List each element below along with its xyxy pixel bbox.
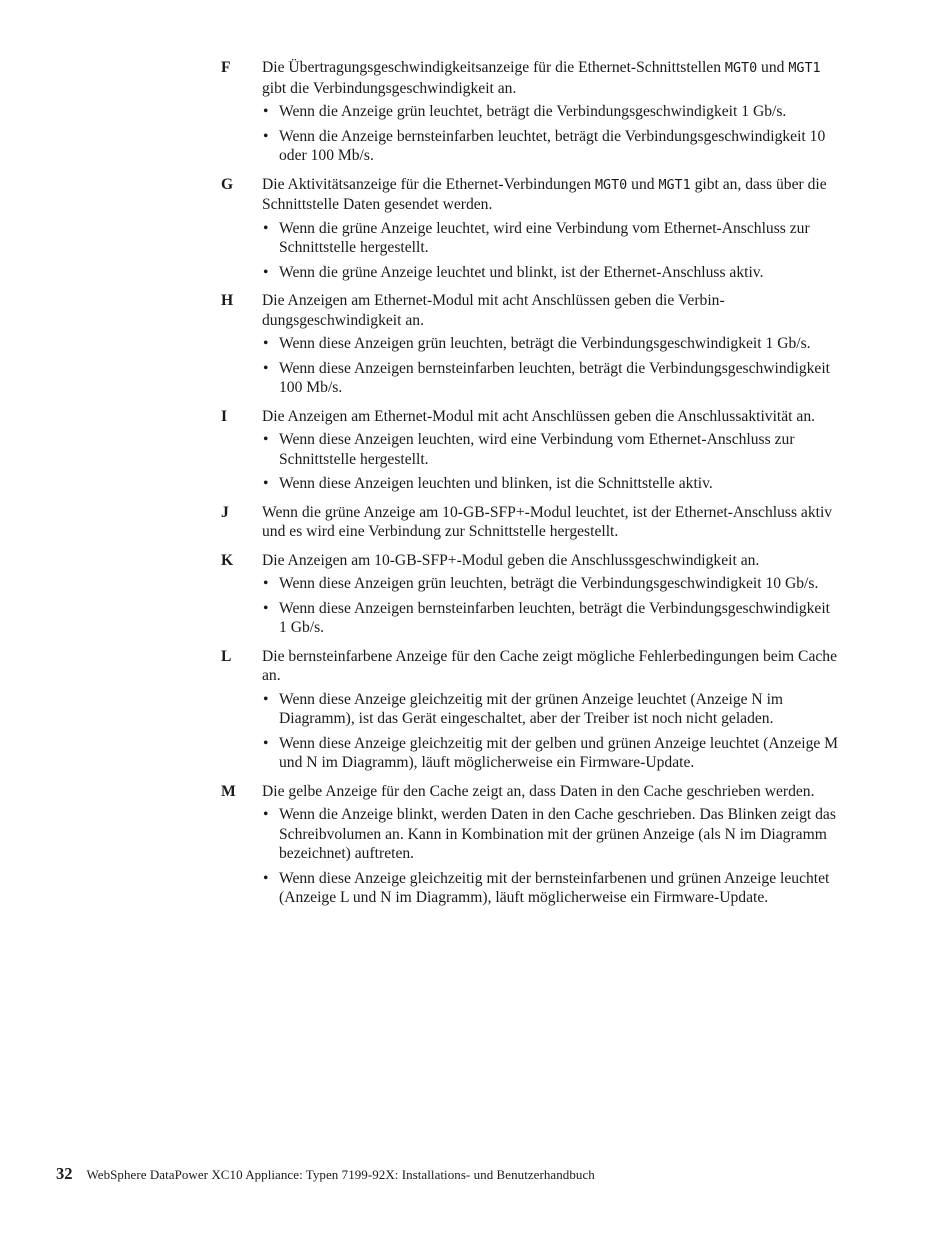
bullet-item: • Wenn diese Anzeigen leuchten und blinken, ist die Schnittstelle aktiv. xyxy=(262,474,841,494)
bullet-item: • Wenn diese Anzeige gleichzeitig mit der grünen Anzeige leuchtet (Anzeige N im Diagramm), ist das Gerät eingeschaltet, aber der Treiber ist noch nicht geladen. xyxy=(262,690,841,729)
bullet-item: • Wenn diese Anzeigen grün leuchten, beträgt die Verbindungsgeschwindigkeit 10 Gb/s. xyxy=(262,574,841,594)
bullet-item: • Wenn diese Anzeigen grün leuchten, beträgt die Verbindungsgeschwindigkeit 1 Gb/s. xyxy=(262,334,841,354)
entry-body xyxy=(262,551,841,638)
entry-body xyxy=(262,647,841,773)
description-text: Die Aktivitätsanzeige für die Ethernet-Verbindungen xyxy=(262,175,595,193)
bullet-list xyxy=(262,219,841,283)
entry-body xyxy=(262,407,841,494)
entry-key: F xyxy=(221,59,231,76)
legend-entry-k xyxy=(221,551,841,638)
page-footer xyxy=(56,1164,595,1184)
document-body xyxy=(221,58,841,917)
description-text: Die Anzeigen am 10-GB-SFP+-Modul geben die Anschlussgeschwindigkeit an. xyxy=(262,551,760,569)
description-text: gibt die Verbindungsgeschwindigkeit an. xyxy=(262,79,517,97)
description-text: Die bernsteinfarbene Anzeige für den Cache zeigt mögliche Fehlerbedingungen beim Cache an. xyxy=(262,647,838,684)
bullet-item: • Wenn diese Anzeige gleichzeitig mit der bernsteinfarbenen und grünen Anzeige leuchtet (Anzeige L und N im Diagramm), läuft möglicherweise ein Firmware-Update. xyxy=(262,869,841,908)
bullet-item: • Wenn die grüne Anzeige leuchtet und blinkt, ist der Ethernet-Anschluss aktiv. xyxy=(262,263,841,283)
entry-key: H xyxy=(221,292,234,309)
description-text: gibt an, dass über die Schnittstelle Daten gesendet werden. xyxy=(262,175,827,213)
bullet-item: • Wenn die Anzeige blinkt, werden Daten in den Cache geschrieben. Das Blinken zeigt das Schreibvolumen an. Kann in Kombination mit der grünen Anzeige (als N im Diagramm bezeichnet) auftreten. xyxy=(262,805,841,864)
page-number: 32 xyxy=(56,1164,73,1183)
description-text: und xyxy=(627,175,659,193)
entry-key: M xyxy=(221,782,236,800)
bullet-list xyxy=(262,574,841,638)
bullet-list xyxy=(262,334,841,398)
entry-description xyxy=(262,407,841,427)
bullet-item: • Wenn die Anzeige grün leuchtet, beträgt die Verbindungsgeschwindigkeit 1 Gb/s. xyxy=(262,102,841,122)
entry-body xyxy=(262,175,841,283)
entry-body xyxy=(262,291,841,398)
interface-code: MGT0 xyxy=(724,61,758,76)
interface-code: MGT1 xyxy=(658,177,691,193)
entry-body xyxy=(262,503,841,542)
entry-description xyxy=(262,782,841,802)
legend-entry-l xyxy=(221,647,841,773)
footer-title: WebSphere DataPower XC10 Appliance: Typen 7199-92X: Installations- und Benutzerhandbuch xyxy=(86,1167,595,1182)
entry-description xyxy=(262,551,841,571)
entry-key: K xyxy=(221,551,234,569)
entry-key: I xyxy=(221,407,228,425)
description-text: Die gelbe Anzeige für den Cache zeigt an, dass Daten in den Cache geschrieben werden. xyxy=(262,782,815,800)
bullet-list xyxy=(262,430,841,494)
entry-body xyxy=(262,58,841,166)
legend-entry-h xyxy=(221,291,841,398)
bullet-list xyxy=(262,102,841,166)
bullet-item: • Wenn diese Anzeige gleichzeitig mit der gelben und grünen Anzeige leuchtet (Anzeige M und N im Diagramm), läuft möglicherweise ein Firmware-Update. xyxy=(262,734,841,773)
entry-description xyxy=(262,647,841,686)
bullet-list xyxy=(262,805,841,908)
description-text: Die Übertragungsgeschwindigkeitsanzeige für die Ethernet-Schnittstellen xyxy=(262,59,725,76)
legend-entry-m xyxy=(221,782,841,908)
bullet-item: • Wenn die grüne Anzeige leuchtet, wird eine Verbindung vom Ethernet-Anschluss zur Schnittstelle hergestellt. xyxy=(262,219,841,258)
description-text: Wenn die grüne Anzeige am 10-GB-SFP+-Modul leuchtet, ist der Ethernet-Anschluss aktiv und es wird eine Verbindung zur Schnittstelle hergestellt. xyxy=(262,503,833,540)
entry-key: J xyxy=(221,503,229,521)
legend-entry-g xyxy=(221,175,841,283)
entry-key: G xyxy=(221,175,234,193)
legend-entry-i xyxy=(221,407,841,494)
description-text: und xyxy=(757,59,789,76)
description-text: Die Anzeigen am Ethernet-Modul mit acht Anschlüssen geben die Anschlussaktivität an. xyxy=(262,407,816,425)
bullet-list xyxy=(262,690,841,773)
entry-description xyxy=(262,503,841,542)
entry-description xyxy=(262,291,841,330)
bullet-item: • Wenn diese Anzeigen bernsteinfarben leuchten, beträgt die Verbindungsgeschwindigkeit 100 Mb/s. xyxy=(262,359,841,398)
interface-code: MGT1 xyxy=(788,61,821,76)
entry-description xyxy=(262,58,841,98)
legend-entry-j xyxy=(221,503,841,542)
entry-key: L xyxy=(221,647,232,665)
bullet-item: • Wenn diese Anzeigen bernsteinfarben leuchten, beträgt die Verbindungsgeschwindigkeit 1 Gb/s. xyxy=(262,599,841,638)
bullet-item: • Wenn diese Anzeigen leuchten, wird eine Verbindung vom Ethernet-Anschluss zur Schnittstelle hergestellt. xyxy=(262,430,841,469)
entry-body xyxy=(262,782,841,908)
interface-code: MGT0 xyxy=(595,177,628,193)
bullet-item: • Wenn die Anzeige bernsteinfarben leuchtet, beträgt die Verbindungsgeschwindigkeit 10 oder 100 Mb/s. xyxy=(262,127,841,166)
legend-entry-f xyxy=(221,58,841,166)
description-text: Die Anzeigen am Ethernet-Modul mit acht Anschlüssen geben die Verbindungsgeschwindigkeit an. xyxy=(262,292,725,329)
entry-description xyxy=(262,175,841,215)
